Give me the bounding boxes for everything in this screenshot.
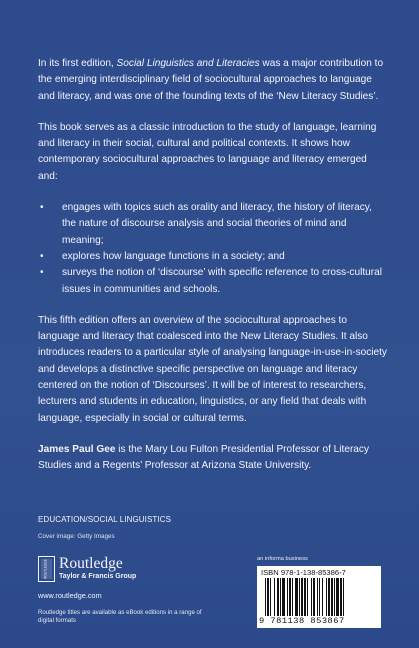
barcode-bar [304, 578, 306, 616]
barcode-bar [289, 578, 291, 616]
cover-credit: Cover image: Getty Images [38, 533, 115, 540]
barcode-block [257, 556, 381, 626]
author-paragraph [38, 442, 388, 475]
barcode-bar [280, 578, 281, 616]
barcode-bar [282, 578, 285, 616]
barcode-digits: 9 781138 853867 [259, 616, 345, 626]
topics-list [38, 200, 388, 298]
publisher-url: www.routledge.com [38, 591, 102, 600]
barcode-bar [299, 578, 300, 616]
informa-tagline: an informa business [257, 556, 308, 562]
author-name: James Paul Gee [38, 443, 116, 455]
barcode-bar [292, 578, 293, 616]
logo-lettering: ROUTLEDGE [43, 559, 48, 579]
barcode-bar [340, 578, 342, 616]
intro-paragraph [38, 56, 388, 105]
routledge-logo-icon [38, 556, 55, 582]
barcode-bar [274, 578, 275, 616]
barcode-bar [336, 578, 339, 616]
barcode-bar [277, 578, 279, 616]
intro-text-end: was a major contribution to the emerging interdisciplinary field of sociocultural approaches to language and literacy, and was one of the founding texts of the ‘New Literacy Studies’. [38, 58, 384, 102]
blurb [38, 56, 388, 490]
barcode-bar [270, 578, 271, 616]
list-item: • engages with topics such as orality and literacy, the history of literacy, the nature of discourse analysis and social theories of mind and meaning; [38, 200, 388, 249]
barcode-bars-icon [265, 578, 377, 616]
barcode-bar [301, 578, 303, 616]
publisher-name: Routledge [59, 555, 123, 572]
barcode-bar [313, 578, 315, 616]
subject-category: EDUCATION/SOCIAL LINGUISTICS [38, 515, 172, 524]
barcode-bar [319, 578, 320, 616]
barcode-bar [334, 578, 335, 616]
fifth-edition-paragraph: This fifth edition offers an overview of the sociocultural approaches to language and literacy that coalesced into the New Literacy Studies. It also introduces readers to a particular style of analysing language-in-use-in-society and develops a distinctive specific perspective on language and literacy centered on the notion of ‘Discourses’. It will be of interest to researchers, lecturers and students in education, linguistics, or any field that deals with language, especially in social or cultural terms. [38, 314, 387, 424]
list-item: • surveys the notion of ‘discourse’ with specific reference to cross-cultural issues in communities and schools. [38, 265, 388, 298]
barcode-bar [295, 578, 298, 616]
publisher-logo-block [38, 556, 198, 596]
author-bio: is the Mary Lou Fulton Presidential Professor of Literacy Studies and a Regents’ Professor at Arizona State University. [38, 443, 370, 472]
book-title: Social Linguistics and Literacies [116, 58, 260, 69]
ebook-note: Routledge titles are available as eBook editions in a range of digital formats [38, 609, 202, 625]
barcode-bar [331, 578, 333, 616]
barcode-bar [311, 578, 312, 616]
barcode-panel [257, 566, 381, 628]
barcode-bar [322, 578, 323, 616]
classic-paragraph: This book serves as a classic introduction to the study of language, learning and literacy in their social, cultural and political contexts. It shows how contemporary sociocultural approaches to language and literacy emerged and: [38, 121, 377, 182]
intro-text-start: In its first edition, [38, 58, 117, 69]
barcode-bar [307, 578, 308, 616]
barcode-bar [343, 578, 344, 616]
barcode-bar [287, 578, 288, 616]
barcode-bar [267, 578, 269, 616]
barcode-bar [328, 578, 330, 616]
list-item: • explores how language functions in a society; and [38, 249, 388, 265]
isbn-text: ISBN 978-1-138-85386-7 [261, 568, 346, 577]
barcode-bar [326, 578, 327, 616]
barcode-bar [265, 578, 266, 616]
barcode-bar [317, 578, 318, 616]
publisher-group: Taylor & Francis Group [59, 573, 137, 580]
